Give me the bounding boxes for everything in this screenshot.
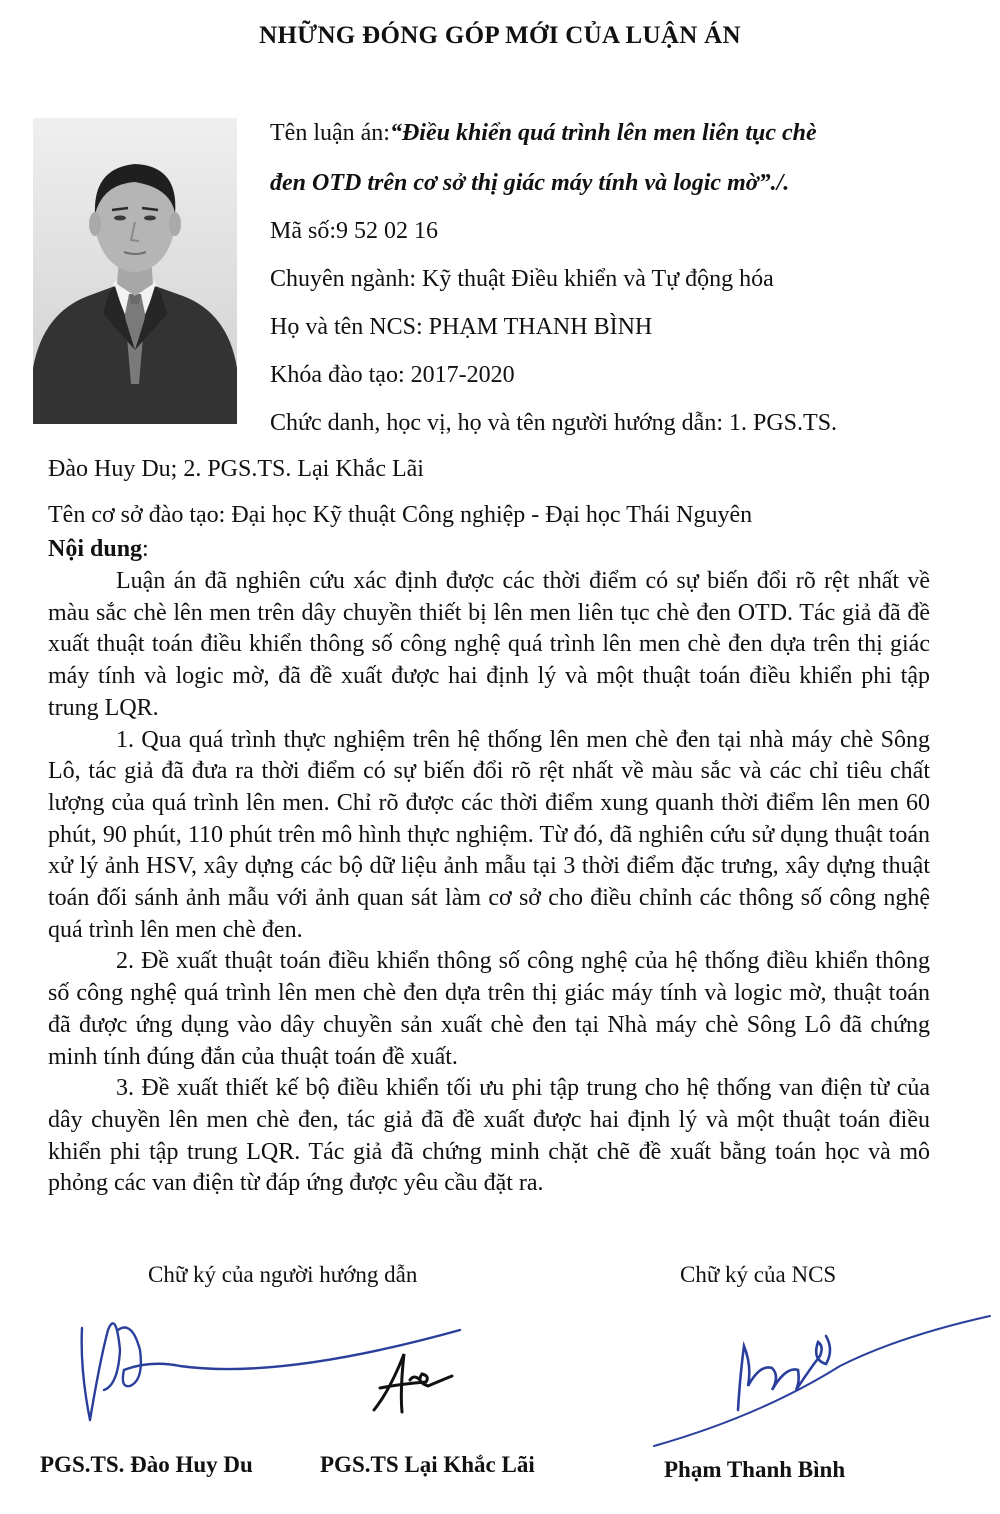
content-label-colon: :: [142, 536, 149, 562]
thesis-title-part-1: “Điều khiển quá trình lên men liên tục chè: [389, 120, 817, 146]
institution-line: Tên cơ sở đào tạo: Đại học Kỹ thuật Công nghiệp - Đại học Thái Nguyên: [48, 502, 753, 528]
content-label: Nội dung: [48, 536, 143, 562]
advisor1-name: PGS.TS. Đào Huy Du: [40, 1452, 253, 1477]
course-line: Khóa đào tạo: 2017-2020: [270, 362, 515, 388]
advisor2-signature: [360, 1340, 470, 1430]
advisors-line-1: Chức danh, học vị, họ và tên người hướng dẫn: 1. PGS.TS.: [270, 410, 838, 436]
document-title: NHỮNG ĐÓNG GÓP MỚI CỦA LUẬN ÁN: [259, 22, 741, 49]
advisors-line-2: Đào Huy Du; 2. PGS.TS. Lại Khắc Lãi: [48, 456, 424, 482]
content-heading: [48, 536, 149, 563]
thesis-code: Mã số:9 52 02 16: [270, 218, 438, 244]
thesis-title-part-2: đen OTD trên cơ sở thị giác máy tính và logic mờ”./.: [270, 170, 790, 196]
advisor2-name: PGS.TS Lại Khắc Lãi: [320, 1452, 535, 1477]
content-paragraph-1: 1. Qua quá trình thực nghiệm trên hệ thống lên men chè đen tại nhà máy chè Sông Lô, tác giả đã đưa ra thời điểm có sự biến đổi rõ rệt nhất về màu sắc và các chỉ tiêu chất lượng của quá trình lên men. Chỉ rõ được các thời điểm xung quanh thời điểm lên men 60 phút, 90 phút, 110 phút trên mô hình thực nghiệm. Từ đó, đã nghiên cứu sử dụng thuật toán xử lý ảnh HSV, xây dựng các bộ dữ liệu ảnh mẫu tại 3 thời điểm đặc trưng, xây dựng thuật toán đối sánh ảnh mẫu với ảnh quan sát làm cơ sở cho điều chỉnh các thông số công nghệ quá trình lên men chè đen.: [48, 726, 930, 943]
thesis-title-line-1: [270, 120, 922, 147]
candidate-signature-caption: Chữ ký của NCS: [680, 1262, 837, 1287]
content-body: [48, 566, 930, 1200]
candidate-signature: [640, 1306, 1000, 1456]
candidate-signer-name: Phạm Thanh Bình: [664, 1457, 846, 1482]
content-paragraph-intro: Luận án đã nghiên cứu xác định được các thời điểm có sự biến đổi rõ rệt nhất về màu sắc chè lên men trên dây chuyền thiết bị lên men liên tục chè đen OTD. Tác giả đã đề xuất thuật toán điều khiển thông số công nghệ quá trình lên men chè đen dựa trên thị giác máy tính và logic mờ, đã đề xuất được hai định lý và một thuật toán điều khiển phi tập trung LQR.: [48, 568, 930, 721]
content-paragraph-2: 2. Đề xuất thuật toán điều khiển thông số công nghệ của hệ thống điều khiển thông số công nghệ quá trình lên men chè đen dựa trên thị giác máy tính và logic mờ, thuật toán đã được ứng dụng vào dây chuyền sản xuất chè đen tại Nhà máy chè Sông Lô đã chứng minh tính đúng đắn của thuật toán đề xuất.: [48, 948, 930, 1070]
content-paragraph-3: 3. Đề xuất thiết kế bộ điều khiển tối ưu phi tập trung cho hệ thống van điện từ của dây chuyền lên men chè đen, tác giả đã đề xuất được hai định lý và một thuật toán điều khiển phi tập trung LQR. Tác giả đã chứng minh chặt chẽ đề xuất bằng toán học và mô phỏng các van điện từ đáp ứng được yêu cầu đặt ra.: [48, 1075, 930, 1197]
thesis-major: Chuyên ngành: Kỹ thuật Điều khiển và Tự động hóa: [270, 266, 774, 292]
advisor-signature-caption: Chữ ký của người hướng dẫn: [148, 1262, 418, 1287]
thesis-title-line-2: [270, 170, 789, 197]
thesis-label: Tên luận án:: [270, 120, 390, 146]
portrait-photo: [33, 118, 237, 424]
candidate-name-line: Họ và tên NCS: PHẠM THANH BÌNH: [270, 314, 653, 340]
